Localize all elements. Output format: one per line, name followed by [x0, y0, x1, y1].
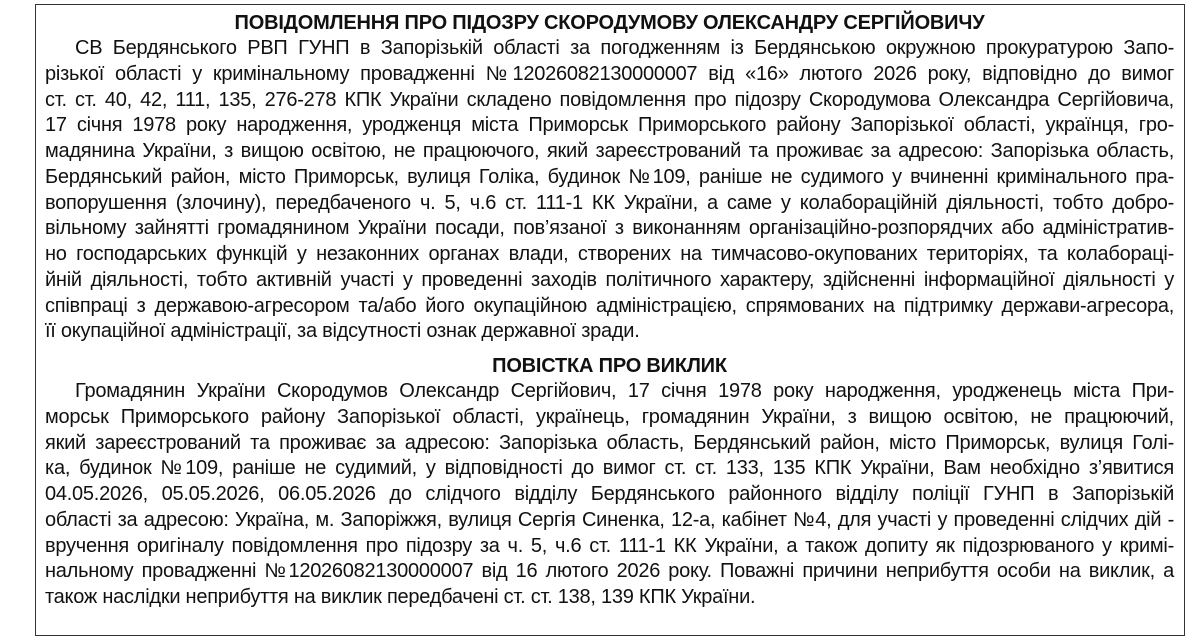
document-frame — [35, 4, 1185, 636]
summons-line: нальному провадженні №12026082130000007 від 16 лютого 2026 року. Поважні причини неприбуття особи на виклик, а — [45, 560, 1174, 583]
summons-line: Громадянин України Скородумов Олександр Сергійович, 17 січня 1978 року народження, уродженець міста При- — [75, 380, 1174, 402]
summons-line: також наслідки неприбуття на виклик передбачені ст. ст. 138, 139 КПК України. — [45, 586, 756, 608]
notice-line: СВ Бердянського РВП ГУНП в Запорізькій області за погодженням із Бердянською окружною прокуратурою Запо- — [75, 37, 1174, 59]
notice-title: ПОВІДОМЛЕННЯ ПРО ПІДОЗРУ СКОРОДУМОВУ ОЛЕКСАНДРУ СЕРГІЙОВИЧУ — [234, 12, 985, 34]
notice-body — [45, 36, 1174, 345]
notice-line: 17 січня 1978 року народження, уродженця міста Приморськ Приморського району Запорізької області, українця, гро- — [45, 114, 1174, 137]
notice-line: ст. ст. 40, 42, 111, 135, 276-278 КПК України складено повідомлення про підозру Скородумова Олександра Сергійовича, — [45, 88, 1174, 111]
summons-body — [45, 379, 1174, 611]
notice-line: Бердянський район, місто Приморськ, вулиця Голіка, будинок №109, раніше не судимого у вчиненні кримінального пра- — [45, 165, 1174, 188]
notice-line: вільному зайнятті громадянином України посади, пов’язаної з виконанням організаційно-розпорядчих або адміністратив- — [45, 217, 1174, 240]
summons-title: ПОВІСТКА ПРО ВИКЛИК — [492, 355, 727, 377]
summons-line: ка, будинок №109, раніше не судимий, у відповідності до вимог ст. ст. 133, 135 КПК України, Вам необхідно з’явитися — [45, 457, 1174, 480]
summons-line: 04.05.2026, 05.05.2026, 06.05.2026 до слідчого відділу Бердянського районного відділу поліції ГУНП в Запорізькій — [45, 483, 1174, 505]
notice-line: йній діяльності, тобто активній участі у проведенні заходів політичного характеру, здійсненні інформаційної діяльності у — [45, 268, 1174, 291]
notice-line: вопорушення (злочину), передбаченого ч. 5, ч.6 ст. 111-1 КК України, а саме у колабораційній діяльності, тобто добро- — [45, 191, 1174, 214]
notice-line: но господарських функцій у незаконних органах влади, створених на тимчасово-окупованих територіях, та колабораці- — [45, 243, 1174, 265]
summons-line: морськ Приморського району Запорізької області, українець, громадянин України, з вищою освітою, не працюючий, — [45, 405, 1174, 428]
notice-line: різької області у кримінальному провадженні №12026082130000007 від «16» лютого 2026 року, відповідно до вимог — [45, 62, 1174, 85]
notice-line: співпраці з державою-агресором та/або його окупаційною адміністрацією, спрямованих на підтримку держави-агресора, — [45, 294, 1174, 317]
summons-line: який зареєстрований та проживає за адресою: Запорізька область, Бердянський район, місто Приморськ, вулиця Голі- — [45, 431, 1174, 454]
notice-line: її окупаційної адміністрації, за відсутності ознак державної зради. — [45, 320, 640, 343]
notice-line: мадянина України, з вищою освітою, не працюючого, який зареєстрований та проживає за адресою: Запорізька область, — [45, 140, 1174, 162]
summons-line: області за адресою: Україна, м. Запоріжжя, вулиця Сергія Синенка, 12-а, кабінет №4, для участі у проведенні слідчих дій - — [45, 508, 1174, 531]
summons-line: вручення оригіналу повідомлення про підозру за ч. 5, ч.6 ст. 111-1 КК України, а також допиту як підозрюваного у кримі- — [45, 534, 1174, 557]
